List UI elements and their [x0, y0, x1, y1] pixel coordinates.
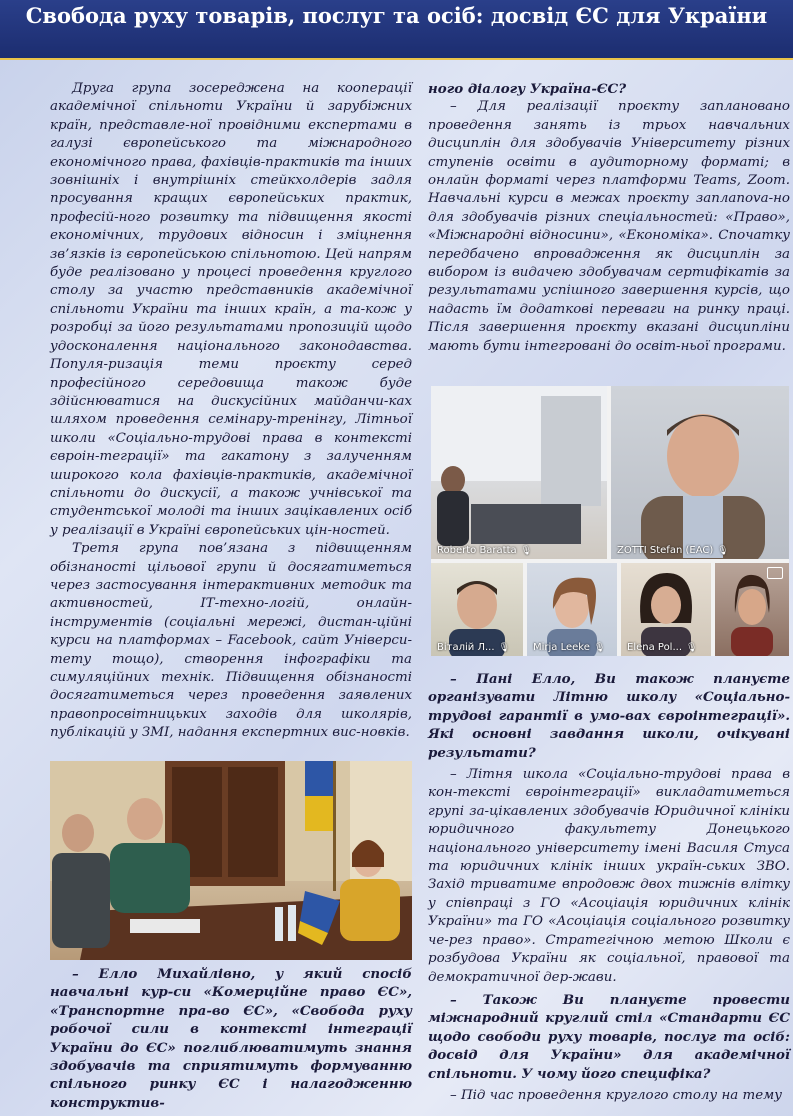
camera-icon — [767, 567, 783, 579]
video-conference-screenshot — [431, 386, 789, 656]
right-column-interview — [428, 670, 790, 1105]
muted-mic-icon: 🎙 — [498, 643, 510, 653]
page-title: Свобода руху товарів, послуг та осіб: досвід ЄС для України — [25, 3, 768, 28]
video-tile — [715, 563, 789, 656]
muted-mic-icon: 🎙 — [717, 546, 729, 556]
participant-name: Віталій Л... 🎙 — [437, 642, 510, 653]
paragraph: Друга група зосереджена на кооперації академічної спільноти України й зарубіжних країн, представле-ної провідними експертами в галузі європейського та міжнародного економічного права, фахівців-практиків та інших зовнішніх і внутрішніх стейкхолдерів задля просування кращих європейських практик, професій-ного розвитку та підвищення якості економічних, трудових відносин і зміцнення зв’язків із європейською спільнотою. Цей напрям буде реалізовано у процесі проведення круглого столу за участю представників академічної спільноти України та інших країн, а та-кож у розробці за його результатами пропозицій щодо удосконалення національного законодавства. Популя-ризація теми проєкту серед професійного середовища також буде здійснюватися на дискусійних майданчи-ках шляхом проведення семінару-тренінгу, Літньої школи «Соціально-трудові права в контексті євроін-теграції» та гакатону з залученням широкого кола фахівців-практиків, академічної спільноти до дискусії, а також учнівської та студентської молоді та інших зацікавлених осіб у реалізації в Україні європейських цін-ностей. — [50, 81, 412, 538]
participant-name: ZOTTI Stefan (EAC) 🎙 — [617, 545, 729, 556]
left-column-text — [50, 80, 412, 743]
participant-name: Elena Pol... 🎙 — [627, 642, 698, 653]
video-tile — [431, 386, 607, 559]
interview-question-continued: ного діалогу Україна-ЄС? — [428, 81, 627, 97]
muted-mic-icon: 🎙 — [686, 643, 698, 653]
meeting-photo — [50, 761, 412, 960]
paragraph: – Під час проведення круглого столу на тему — [450, 1087, 783, 1103]
paragraph: – Для реалізації проєкту заплановано проведення занять із трьох навчальних дисциплін для здобувачів Університету різних ступенів освіти в аудиторному форматі; в онлайн форматі через платформи Teams, Zoom. Навчальні курси в межах проєкту заплanova-но для здобувачів різних спеціальностей: «Право», «Міжнародні відносини», «Економіка». Спочатку передбачено впровадження як дисциплін за вибором із видачею здобувачам сертифікатів за результатами успішного завершення курсів, що надасть їм додаткові переваги на ринку праці. Після завершення проєкту вказані дисципліни мають бути інтегровані до освіт-ньої програми. — [428, 99, 790, 354]
participant-name: Roberto Baratta 🎙 — [437, 545, 533, 556]
participant-name: Mirja Leeke 🎙 — [533, 642, 606, 653]
interview-question: – Також Ви плануєте провести міжнародний круглий стіл «Стандарти ЄС щодо свободи руху товарів, послуг та осіб: досвід для України» для академічної спільноти. У чому його специфіка? — [428, 991, 790, 1082]
meeting-photo-illustration — [50, 761, 412, 960]
video-tile — [527, 563, 617, 656]
video-tile — [621, 563, 711, 656]
interview-question: – Пані Елло, Ви також плануєте організувати Літню школу «Соціально-трудові гарантії в умо-вах євроінтеграції». Які основні завдання школи, очікувані результати? — [428, 671, 790, 761]
page-header — [0, 0, 793, 60]
muted-mic-icon: 🎙 — [593, 643, 606, 653]
muted-mic-icon: 🎙 — [520, 546, 533, 556]
right-column-text — [428, 80, 790, 356]
paragraph: – Літня школа «Соціально-трудові права в кон-тексті євроінтеграції» викладатиметься групі за-цікавлених здобувачів Юридичної клініки юридичного факультету Донецького національного університету імені Василя Стуса та юридичних клінік інших україн-ських ЗВО. Захід триватиме впродовж двох тижнів влітку у співпраці з ГО «Асоціація юридичних клінік України» та ГО «Асоціація соціального розвитку че-рез право». Стратегічною метою Школи є розбудова України як соціальної, правової та демократичної дер-жави. — [428, 767, 790, 985]
paragraph: Третя група пов’язана з підвищенням обізнаності цільової групи й досягатиметься через застосування інтерактивних методик та активностей, ІТ-техно-логій, онлайн-інструментів (соціальні мережі, дистан-ційні курси на платформах – Facebook, сайт Універси-тету тощо), створення інфографіки та симуляційних технік. Підвищення обізнаності досягатиметься через проведення заявлених правопросвітницьких заходів для школярів, публікацій у ЗМІ, надання експертних вис-новків. — [50, 541, 412, 741]
interview-question: – Елло Михайлівно, у який спосіб навчальні кур-си «Комерційне право ЄС», «Транспортне пра-во ЄС», «Свобода руху робочої сили в контексті інтеграції України до ЄС» поглиблюватимуть знання здобувачів та сприятимуть формуванню спільного ринку ЄС і налагодженню конструктив- — [50, 966, 412, 1111]
video-tile — [431, 563, 523, 656]
video-tile — [611, 386, 789, 559]
left-column-question — [50, 965, 412, 1112]
